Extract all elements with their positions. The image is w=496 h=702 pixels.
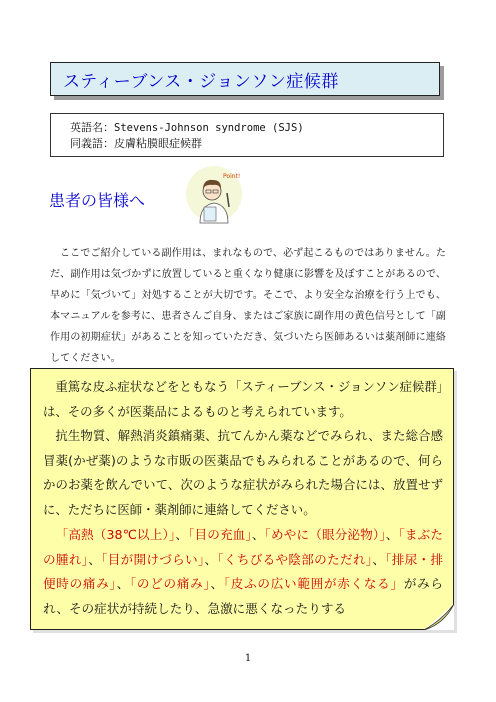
page-curl xyxy=(424,604,454,630)
title-box xyxy=(50,62,440,96)
section-heading: 患者の皆様へ xyxy=(49,191,146,210)
warning-note xyxy=(30,368,454,630)
synonym-label: 同義語： xyxy=(70,137,114,150)
symptom-phrase: 「くちびるや陰部のただれ」 xyxy=(217,551,373,567)
symptom-connector: 、 xyxy=(116,576,130,591)
symptom-connector: 、 xyxy=(175,527,189,542)
symptoms-text xyxy=(43,523,443,621)
note-paragraph-2 xyxy=(43,523,443,621)
symptom-phrase: 「排尿・排便時の痛み」 xyxy=(43,551,444,591)
symptom-phrase: 「高熱（38℃以上）」 xyxy=(55,527,176,542)
symptom-phrase: 「まぶたの腫れ」 xyxy=(43,527,443,567)
symptom-connector: 、 xyxy=(372,551,386,567)
symptom-connector: がみられ、その症状が持続したり、急激に悪くなったりする xyxy=(43,576,444,616)
page-title: スティーブンス・ジョンソン症候群 xyxy=(63,71,339,92)
symptom-phrase: 「のどの痛み」 xyxy=(129,576,211,591)
note-text-a: 重篤な皮ふ症状などをともなう「スティーブンス・ジョンソン症候群」は、その多くが医薬品によるものと考えられています。 xyxy=(43,379,443,419)
english-name-value: Stevens-Johnson syndrome (SJS) xyxy=(114,122,304,134)
symptom-phrase: 「目が開けづらい」 xyxy=(101,551,205,567)
intro-paragraph: ここでご紹介している副作用は、まれなもので、必ず起こるものではありません。ただ、副作用は気づかずに放置していると重くなり健康に影響を及ぼすことがあるので、早めに「気づいて」対処することが大切です。そこで、より安全な治療を行う上でも、本マニュアルを参考に、患者さんご自身、またはご家族に副作用の黄色信号として「副作用の初期症状」があることを知っていただき、気づいたら医師あるいは薬剤師に連絡してください。 xyxy=(50,248,446,364)
note-text-b: 抗生物質、解熱消炎鎮痛薬、抗てんかん薬などでみられ、また総合感冒薬(かぜ薬)のような市販の医薬品でもみられることがあるので、何らかのお薬を飲んでいて、次のような症状がみられた場合には、放置せずに、ただちに医師・薬剤師に連絡してください。 xyxy=(43,428,443,517)
note-paragraph-1 xyxy=(43,375,443,522)
page-number: 1 xyxy=(244,653,252,664)
symptom-phrase: 「めやに（眼分泌物）」 xyxy=(264,527,386,542)
symptom-connector: 、 xyxy=(88,551,102,567)
synonym-value: 皮膚粘膜眼症候群 xyxy=(114,137,202,150)
english-name-label: 英語名： xyxy=(70,121,114,134)
english-name-row xyxy=(70,120,443,136)
synonym-row xyxy=(70,136,443,152)
symptom-connector: 、 xyxy=(385,527,399,542)
symptom-connector: 、 xyxy=(251,527,265,542)
point-badge: Point! xyxy=(223,173,241,180)
term-box xyxy=(50,113,444,157)
symptom-phrase: 「目の充血」 xyxy=(188,527,252,542)
symptom-connector: 、 xyxy=(210,576,224,591)
symptom-phrase: 「皮ふの広い範囲が赤くなる」 xyxy=(223,576,404,591)
symptom-connector: 、 xyxy=(204,551,218,567)
doctor-illustration xyxy=(186,163,242,225)
